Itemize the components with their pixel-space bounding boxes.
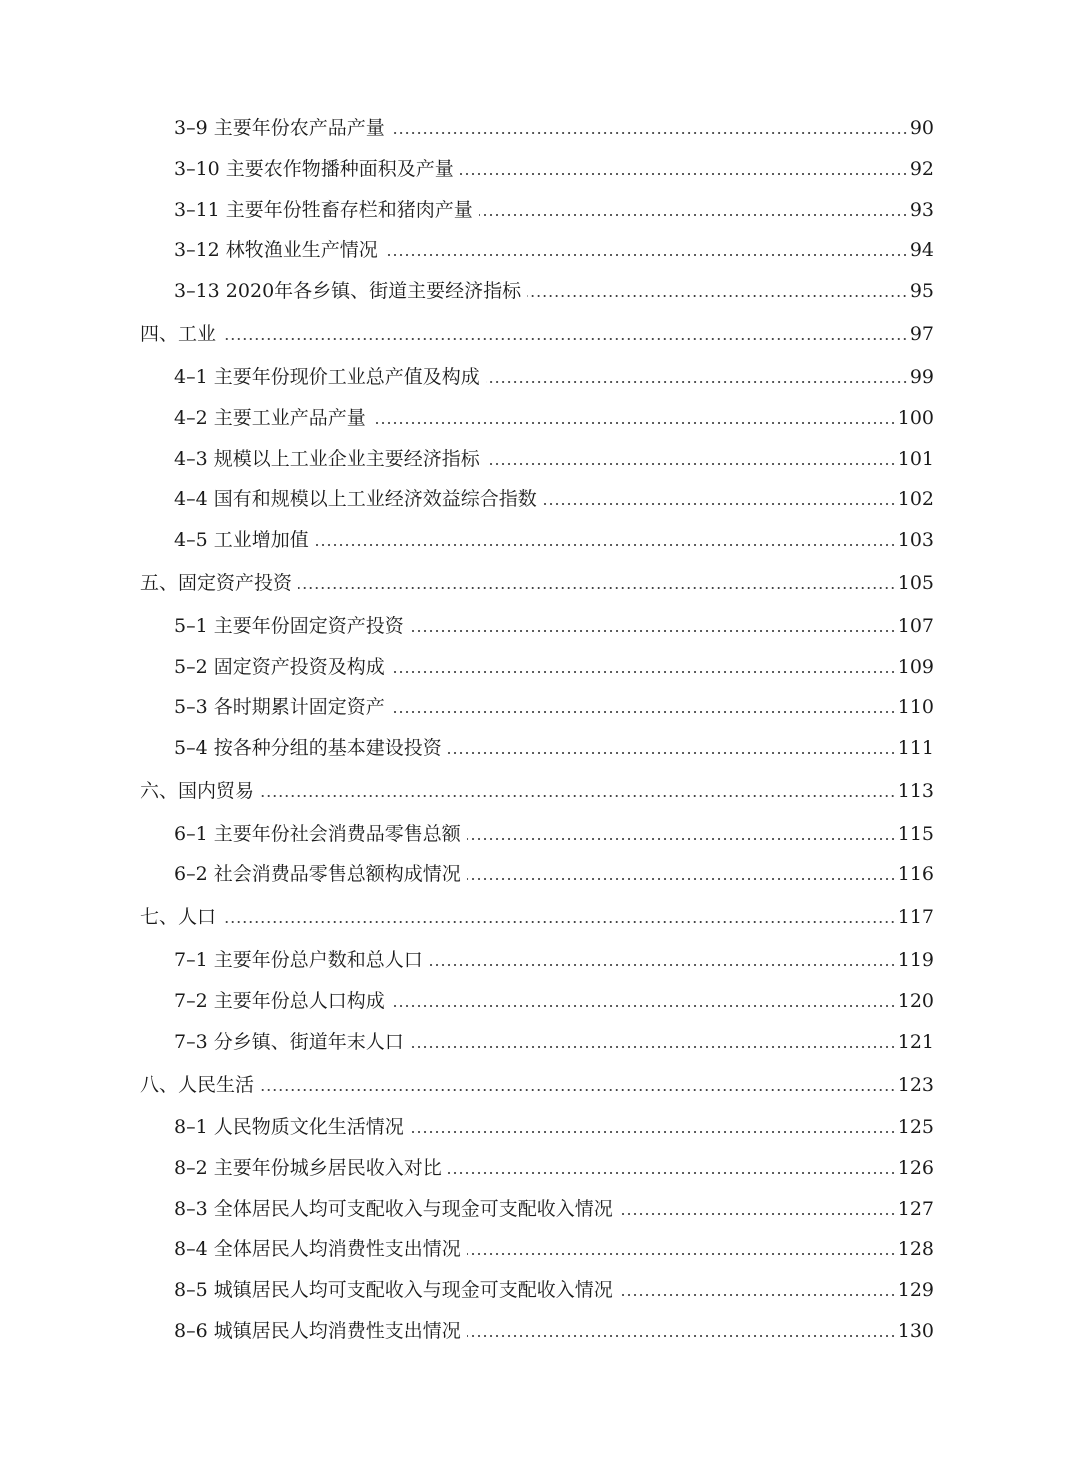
toc-entry-title: 3–13 2020年各乡镇、街道主要经济指标 <box>174 280 522 302</box>
toc-page-number: 123 <box>897 1074 934 1096</box>
toc-entry-title: 4–5 工业增加值 <box>174 529 309 551</box>
toc-entry[interactable] <box>174 444 934 474</box>
toc-page-number: 127 <box>897 1198 934 1220</box>
toc-entry-title: 七、人口 <box>140 906 217 928</box>
toc-entry-title: 8–5 城镇居民人均可支配收入与现金可支配收入情况 <box>174 1279 613 1301</box>
toc-page-number: 101 <box>897 448 934 470</box>
dot-leader <box>467 1253 896 1255</box>
toc-entry-title: 7–1 主要年份总户数和总人口 <box>174 949 423 971</box>
toc-entry[interactable] <box>174 1275 934 1305</box>
dot-leader <box>619 1213 896 1215</box>
toc-page-number: 129 <box>897 1279 934 1301</box>
toc-page-number: 115 <box>897 823 934 845</box>
toc-entry-title: 四、工业 <box>140 323 217 345</box>
toc-page-number: 109 <box>897 656 934 678</box>
toc-page-number: 126 <box>897 1157 934 1179</box>
dot-leader <box>410 1046 896 1048</box>
toc-chapter-entry[interactable] <box>140 776 934 806</box>
dot-leader <box>315 544 896 546</box>
toc-page-number: 117 <box>897 906 934 928</box>
toc-entry[interactable] <box>174 1112 934 1142</box>
toc-entry[interactable] <box>174 276 934 306</box>
toc-entry-title: 8–2 主要年份城乡居民收入对比 <box>174 1157 442 1179</box>
toc-page-number: 125 <box>897 1116 934 1138</box>
toc-entry[interactable] <box>174 362 934 392</box>
toc-entry-title: 八、人民生活 <box>140 1074 255 1096</box>
toc-entry-title: 6–2 社会消费品零售总额构成情况 <box>174 863 461 885</box>
toc-entry[interactable] <box>174 113 934 143</box>
toc-entry[interactable] <box>174 525 934 555</box>
toc-page-number: 102 <box>897 488 934 510</box>
dot-leader <box>260 1089 896 1091</box>
toc-page-number: 99 <box>909 366 934 388</box>
dot-leader <box>460 173 908 175</box>
toc-page-number: 130 <box>897 1320 934 1342</box>
toc-entry-title: 六、国内贸易 <box>140 780 255 802</box>
toc-page-number: 92 <box>909 158 934 180</box>
toc-entry[interactable] <box>174 235 934 265</box>
toc-entry-title: 4–3 规模以上工业企业主要经济指标 <box>174 448 480 470</box>
dot-leader <box>384 254 908 256</box>
toc-chapter-entry[interactable] <box>140 568 934 598</box>
dot-leader <box>448 752 896 754</box>
dot-leader <box>222 921 896 923</box>
dot-leader <box>619 1294 896 1296</box>
toc-entry[interactable] <box>174 692 934 722</box>
toc-page-number: 103 <box>897 529 934 551</box>
toc-entry-title: 5–3 各时期累计固定资产 <box>174 696 385 718</box>
toc-page-number: 111 <box>897 737 934 759</box>
toc-entry[interactable] <box>174 1316 934 1346</box>
toc-entry-title: 3–12 林牧渔业生产情况 <box>174 239 378 261</box>
toc-page-number: 113 <box>897 780 934 802</box>
dot-leader <box>467 1335 896 1337</box>
dot-leader <box>479 214 908 216</box>
dot-leader <box>260 795 896 797</box>
toc-entry-title: 5–1 主要年份固定资产投资 <box>174 615 404 637</box>
dot-leader <box>410 630 896 632</box>
toc-page-number: 97 <box>909 323 934 345</box>
toc-entry-title: 7–3 分乡镇、街道年末人口 <box>174 1031 404 1053</box>
dot-leader <box>486 463 896 465</box>
toc-entry-title: 3–9 主要年份农产品产量 <box>174 117 385 139</box>
toc-entry[interactable] <box>174 733 934 763</box>
toc-entry-title: 8–3 全体居民人均可支配收入与现金可支配收入情况 <box>174 1198 613 1220</box>
toc-entry[interactable] <box>174 859 934 889</box>
toc-page-number: 100 <box>897 407 934 429</box>
toc-entry-title: 8–1 人民物质文化生活情况 <box>174 1116 404 1138</box>
toc-entry[interactable] <box>174 1027 934 1057</box>
toc-page-number: 116 <box>897 863 934 885</box>
toc-entry-title: 6–1 主要年份社会消费品零售总额 <box>174 823 461 845</box>
dot-leader <box>448 1172 896 1174</box>
toc-page-number: 93 <box>909 199 934 221</box>
toc-entry-title: 5–4 按各种分组的基本建设投资 <box>174 737 442 759</box>
toc-entry-title: 4–1 主要年份现价工业总产值及构成 <box>174 366 480 388</box>
toc-page-number: 105 <box>897 572 934 594</box>
toc-entry[interactable] <box>174 1194 934 1224</box>
toc-entry-title: 7–2 主要年份总人口构成 <box>174 990 385 1012</box>
toc-entry[interactable] <box>174 1234 934 1264</box>
dot-leader <box>391 711 896 713</box>
dot-leader <box>391 1005 896 1007</box>
toc-entry[interactable] <box>174 652 934 682</box>
toc-page-number: 95 <box>909 280 934 302</box>
toc-entry[interactable] <box>174 154 934 184</box>
dot-leader <box>543 503 896 505</box>
toc-entry-title: 3–10 主要农作物播种面积及产量 <box>174 158 454 180</box>
toc-entry-title: 五、固定资产投资 <box>140 572 293 594</box>
toc-entry-title: 8–6 城镇居民人均消费性支出情况 <box>174 1320 461 1342</box>
toc-entry[interactable] <box>174 945 934 975</box>
toc-page-number: 119 <box>897 949 934 971</box>
dot-leader <box>298 587 896 589</box>
toc-entry[interactable] <box>174 484 934 514</box>
toc-chapter-entry[interactable] <box>140 1070 934 1100</box>
dot-leader <box>467 838 896 840</box>
toc-page-number: 120 <box>897 990 934 1012</box>
toc-entry[interactable] <box>174 819 934 849</box>
toc-page-number: 128 <box>897 1238 934 1260</box>
toc-page-number: 94 <box>909 239 934 261</box>
dot-leader <box>222 338 908 340</box>
toc-page-number: 107 <box>897 615 934 637</box>
toc-page-number: 90 <box>909 117 934 139</box>
toc-entry-title: 4–4 国有和规模以上工业经济效益综合指数 <box>174 488 537 510</box>
toc-entry-title: 8–4 全体居民人均消费性支出情况 <box>174 1238 461 1260</box>
toc-chapter-entry[interactable] <box>140 319 934 349</box>
dot-leader <box>391 132 908 134</box>
dot-leader <box>391 671 896 673</box>
dot-leader <box>429 964 896 966</box>
toc-entry[interactable] <box>174 195 934 225</box>
toc-entry-title: 4–2 主要工业产品产量 <box>174 407 366 429</box>
toc-entry[interactable] <box>174 403 934 433</box>
dot-leader <box>410 1131 896 1133</box>
toc-entry-title: 5–2 固定资产投资及构成 <box>174 656 385 678</box>
dot-leader <box>467 878 896 880</box>
toc-entry[interactable] <box>174 611 934 641</box>
dot-leader <box>486 381 908 383</box>
toc-page-number: 121 <box>897 1031 934 1053</box>
dot-leader <box>372 422 896 424</box>
toc-entry[interactable] <box>174 1153 934 1183</box>
toc-chapter-entry[interactable] <box>140 902 934 932</box>
toc-entry-title: 3–11 主要年份牲畜存栏和猪肉产量 <box>174 199 473 221</box>
dot-leader <box>527 295 908 297</box>
toc-entry[interactable] <box>174 986 934 1016</box>
toc-page-number: 110 <box>897 696 934 718</box>
